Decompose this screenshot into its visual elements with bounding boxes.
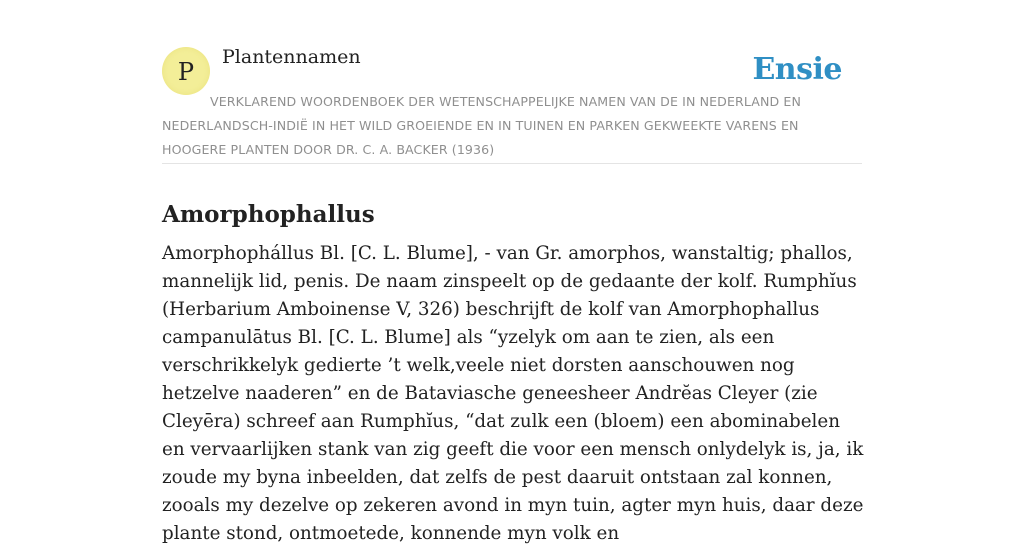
entry-body: Amorphophállus Bl. [C. L. Blume], - van Gr. amorphos, wanstaltig; phallos, mannelijk lid, penis. De naam zinspeelt op de gedaante der kolf. Rumphĭus (Herbarium Amboinense V, 326) beschrijft de kolf van Amorphophallus campanulātus Bl. [C. L. Blume] als “yzelyk om aan te zien, als een verschrikkelyk gedierte ’t welk,veele niet dorsten aanschouwen nog hetzelve naaderen” en de Bataviasche geneesheer Andrĕas Cleyer (zie Cleyēra) schreef aan Rumphĭus, “dat zulk een (bloem) een abominabelen en vervaarlijken stank van zig geeft die voor een mensch onlydelyk is, ja, ik zoude my byna inbeelden, dat zelfs de pest daaruit ontstaan zal konnen, zooals my dezelve op zekeren avond in myn tuin, agter myn huis, daar deze plante stond, ontmoetede, konnende myn volk en <box>162 243 864 544</box>
site-header <box>162 46 862 164</box>
book-subtitle-text: VERKLAREND WOORDENBOEK DER WETENSCHAPPELIJKE NAMEN VAN DE IN NEDERLAND EN NEDERLANDSCH-INDIË IN HET WILD GROEIENDE EN IN TUINEN EN PARKEN GEKWEEKTE VARENS EN HOOGERE PLANTEN DOOR DR. C. A. BACKER (1936) <box>162 94 801 157</box>
entry-title: Amorphophallus <box>162 201 375 229</box>
book-title-link[interactable]: Plantennamen <box>222 46 361 68</box>
book-logo[interactable] <box>162 47 210 95</box>
book-subtitle <box>162 90 862 162</box>
ensie-brand-logo[interactable]: Ensie <box>752 52 842 87</box>
book-logo-letter: P <box>177 58 195 86</box>
